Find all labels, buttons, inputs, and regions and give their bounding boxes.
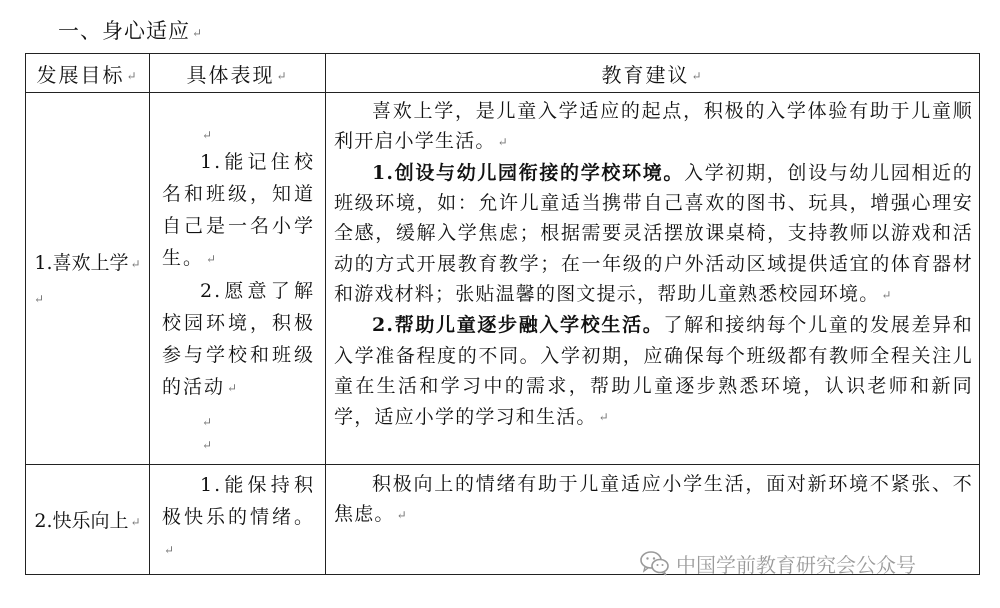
watermark-text: 中国学前教育研究会公众号 — [676, 552, 916, 577]
advice-intro: 喜欢上学，是儿童入学适应的起点，积极的入学体验有助于儿童顺利开启小学生活。 ↵ — [334, 100, 973, 153]
table-header-row — [26, 54, 980, 93]
performance-cell — [150, 465, 326, 575]
wechat-icon — [640, 550, 670, 576]
performance-cell: ↵ 1.能记住校名和班级，知道自己是一名小学生。 ↵ 2.愿意了解校园环境，积极参与学校和班级的活动 ↵ ↵ ↵ — [150, 93, 326, 465]
paragraph-mark: ↵ — [192, 25, 204, 40]
advice-intro: 积极向上的情绪有助于儿童适应小学生活，面对新环境不紧张、不焦虑。 ↵ — [334, 473, 973, 526]
header-performance: 具体表现 ↵ — [150, 54, 326, 93]
watermark — [640, 548, 916, 578]
table-row — [26, 93, 980, 465]
header-advice: 教育建议 ↵ — [326, 54, 980, 93]
goal-cell: 1.喜欢上学 ↵ ↵ — [26, 93, 150, 465]
performance-item: 2.愿意了解校园环境，积极参与学校和班级的活动 ↵ — [162, 280, 315, 398]
advice-cell — [326, 93, 980, 465]
section-heading: 一、身心适应 ↵ — [58, 19, 204, 43]
advice-point: 1.创设与幼儿园衔接的学校环境。入学初期，创设与幼儿园相近的班级环境，如：允许儿童适当携带自己喜欢的图书、玩具，增强心理安全感，缓解入学焦虑；根据需要灵活摆放课桌椅，支持教师以游戏和活动的方式开展教育教学；在一年级的户外活动区域提供适宜的体育器材和游戏材料；张贴温馨的图文提示，帮助儿童熟悉校园环境。 ↵ — [334, 161, 973, 306]
advice-point: 2.帮助儿童逐步融入学校生活。了解和接纳每个儿童的发展差异和入学准备程度的不同。入学初期，应确保每个班级都有教师全程关注儿童在生活和学习中的需求，帮助儿童逐步熟悉环境，认识老师和新同学，适应小学的学习和生活。 ↵ — [334, 314, 973, 428]
header-goal: 发展目标 ↵ — [26, 54, 150, 93]
performance-item: 1.能保持积极快乐的情绪。↵ — [162, 474, 315, 557]
development-table — [25, 53, 980, 575]
goal-cell: 2.快乐向上 ↵ — [26, 465, 150, 575]
performance-item: 1.能记住校名和班级，知道自己是一名小学生。 ↵ — [162, 151, 315, 269]
